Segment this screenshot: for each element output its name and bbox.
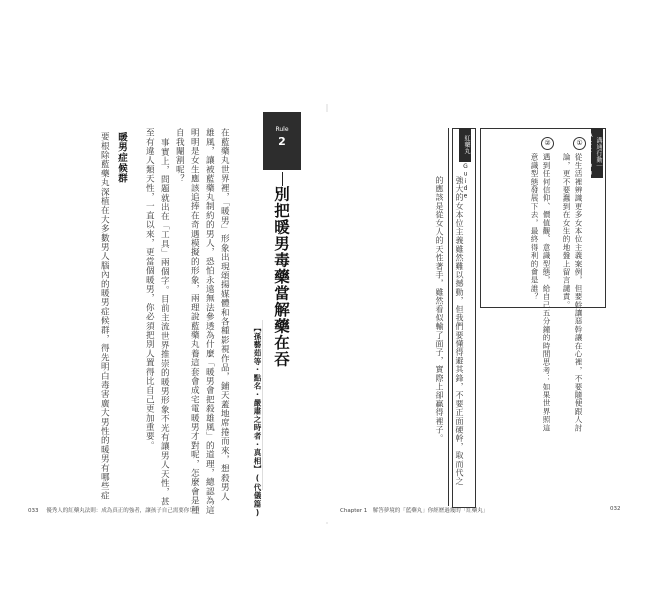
running-header: Chapter 1 解答夢境的「藍藥丸」你經歷過幾的「紅藥丸」 [340, 508, 489, 514]
left-page [28, 112, 328, 522]
page-number: 033 [28, 508, 39, 514]
rule-badge [263, 112, 301, 170]
insight-sub: Guide [462, 163, 469, 200]
subtitle-rule [262, 320, 263, 490]
action-item-line: 論，更不要蠢到在女生的地盤上留言譴責。 [562, 153, 571, 309]
right-page [330, 112, 630, 522]
left-folio [28, 506, 195, 514]
body-column: 雄風，讓被藍藥丸制約的男人，恐怕永遠無法參透為什麼「暖男會把殺雄風」的道理，總認為這 [204, 128, 215, 515]
section-heading: 暖男症候群 [116, 132, 127, 184]
body-column: 要根除藍藥丸深植在大多數男人腦內的暖男症候群，得先明白毒害廣大男性的暖男有哪些症 [99, 132, 110, 500]
body-column: 自我閹割呢？ [174, 128, 185, 184]
insight-line: 的應該是從女人的天性著手，雖然看似輸了面子，實際上卻贏得裡子。 [435, 176, 444, 443]
chapter-subtitle: 【孫藝茹等・點名・嚴肅之時者・真相】(代儀篇) [253, 324, 262, 518]
page-number: 032 [610, 506, 621, 512]
action-box [480, 128, 606, 432]
title-rule-top [282, 172, 283, 186]
body-column: 至有違人類天性，一直以來，更當個暖男，你必須把別人置得比自己更加重要。 [144, 128, 155, 450]
right-folio [340, 506, 621, 514]
action-item-line: 意識型態發展下去，最終得利的會是誰？ [530, 153, 539, 301]
rule-label: Rule [275, 126, 289, 133]
action-item-line: 從生活裡辨識更多女本位主義案例，但要幹讓惡幹讓在心裡，不要隨便跟人討 [574, 153, 583, 432]
body-column: 事實上，問題就出在「工具」兩個字。目前主流世界推崇的暖男形象不光有讓男人天性，甚 [159, 138, 170, 506]
item-marker: ① [573, 137, 586, 150]
body-column: 明明是女生應該追捧在奇遇模擬的形象，兩理說藍藥丸養這套會成宅電暖男才對呢，怎麼會是種 [189, 128, 200, 515]
chapter-title: 別把暖男毒藥當解藥在吞 [272, 186, 290, 368]
body-column: 在藍藥丸世界裡，「暖男」形象出現頌揚媒體和各種影視作品，鋪天蓋地席捲而來，想殺男人 [219, 128, 230, 501]
action-tag: 溝通行動｜Action [591, 128, 603, 178]
action-item-line: 遇到任何信仰、價值觀、意識型態，給自己五分鐘的時間思考：如果世界照這 [542, 153, 551, 432]
item-marker: ② [541, 137, 554, 150]
insight-tag: 紅藥丸 [459, 128, 471, 162]
insight-line: 強大的女本位主義雖然難以撼動，但我們要懂得避其鋒，不要正面硬幹，取而代之 [455, 176, 464, 486]
rule-number: 2 [278, 135, 286, 148]
running-header: 優秀人的紅藥丸法則：成為真正的強者，讓孩子自己需要你！ [46, 508, 195, 514]
